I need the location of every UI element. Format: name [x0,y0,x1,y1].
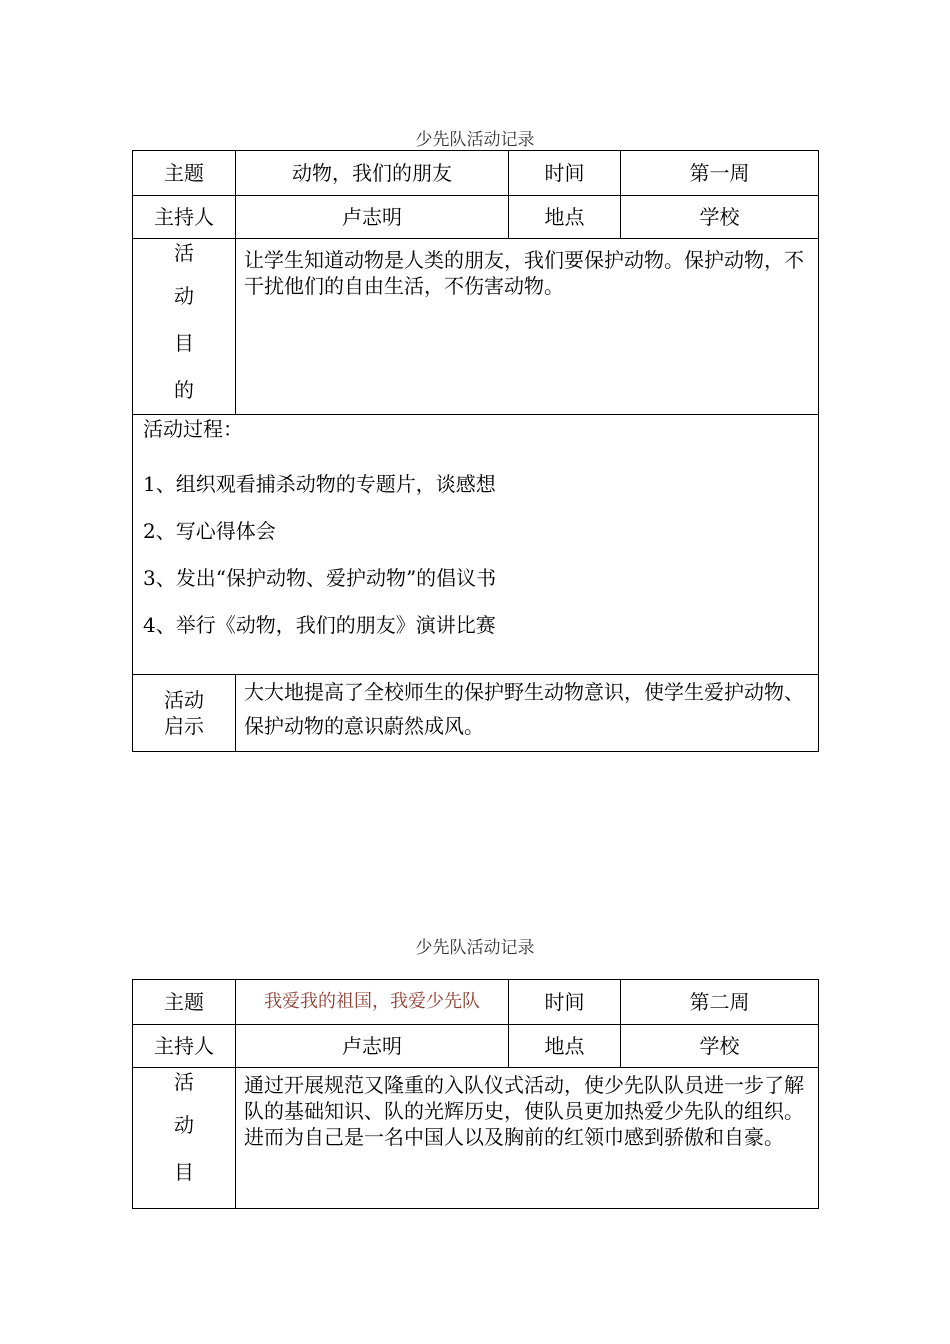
theme-label: 主题 [133,151,236,196]
reveal-label [133,675,236,752]
purpose-label-char: 目 [174,331,194,355]
purpose-label-char: 活 [174,241,194,265]
process-item: 2、写心得体会 [143,519,276,543]
host-label: 主持人 [133,1025,236,1068]
place-label: 地点 [509,1025,621,1068]
record-2-title: 少先队活动记录 [415,938,535,958]
theme-value: 我爱我的祖国，我爱少先队 [236,980,509,1025]
host-value: 卢志明 [236,196,509,239]
theme-value: 动物，我们的朋友 [236,151,509,196]
host-value: 卢志明 [236,1025,509,1068]
record-2-table [132,979,819,1209]
host-label: 主持人 [133,196,236,239]
time-label: 时间 [509,980,621,1025]
process-heading: 活动过程： [143,417,243,441]
process-item: 1、组织观看捕杀动物的专题片，谈感想 [143,472,496,496]
purpose-label-char: 活 [174,1070,194,1094]
time-value: 第二周 [621,980,819,1025]
reveal-label-line: 活动 [164,688,204,712]
record-1-title: 少先队活动记录 [415,130,535,150]
process-item: 4、举行《动物，我们的朋友》演讲比赛 [143,613,496,637]
purpose-label [133,239,236,415]
theme-label: 主题 [133,980,236,1025]
purpose-text: 让学生知道动物是人类的朋友，我们要保护动物。保护动物，不干扰他们的自由生活，不伤害动物。 [236,239,819,415]
purpose-text: 通过开展规范又隆重的入队仪式活动，使少先队队员进一步了解队的基础知识、队的光辉历史，使队员更加热爱少先队的组织。进而为自己是一名中国人以及胸前的红领巾感到骄傲和自豪。 [236,1068,819,1209]
purpose-label-char: 动 [174,284,194,308]
reveal-label-line: 启示 [164,714,204,738]
time-value: 第一周 [621,151,819,196]
purpose-label-char: 的 [174,378,194,402]
place-label: 地点 [509,196,621,239]
purpose-label-char: 动 [174,1113,194,1137]
place-value: 学校 [621,1025,819,1068]
record-1-table [132,150,819,752]
process-section [133,415,819,675]
process-item: 3、发出“保护动物、爱护动物”的倡议书 [143,566,497,590]
place-value: 学校 [621,196,819,239]
reveal-text: 大大地提高了全校师生的保护野生动物意识，使学生爱护动物、保护动物的意识蔚然成风。 [236,675,819,752]
purpose-label [133,1068,236,1209]
purpose-label-char: 目 [174,1160,194,1184]
time-label: 时间 [509,151,621,196]
